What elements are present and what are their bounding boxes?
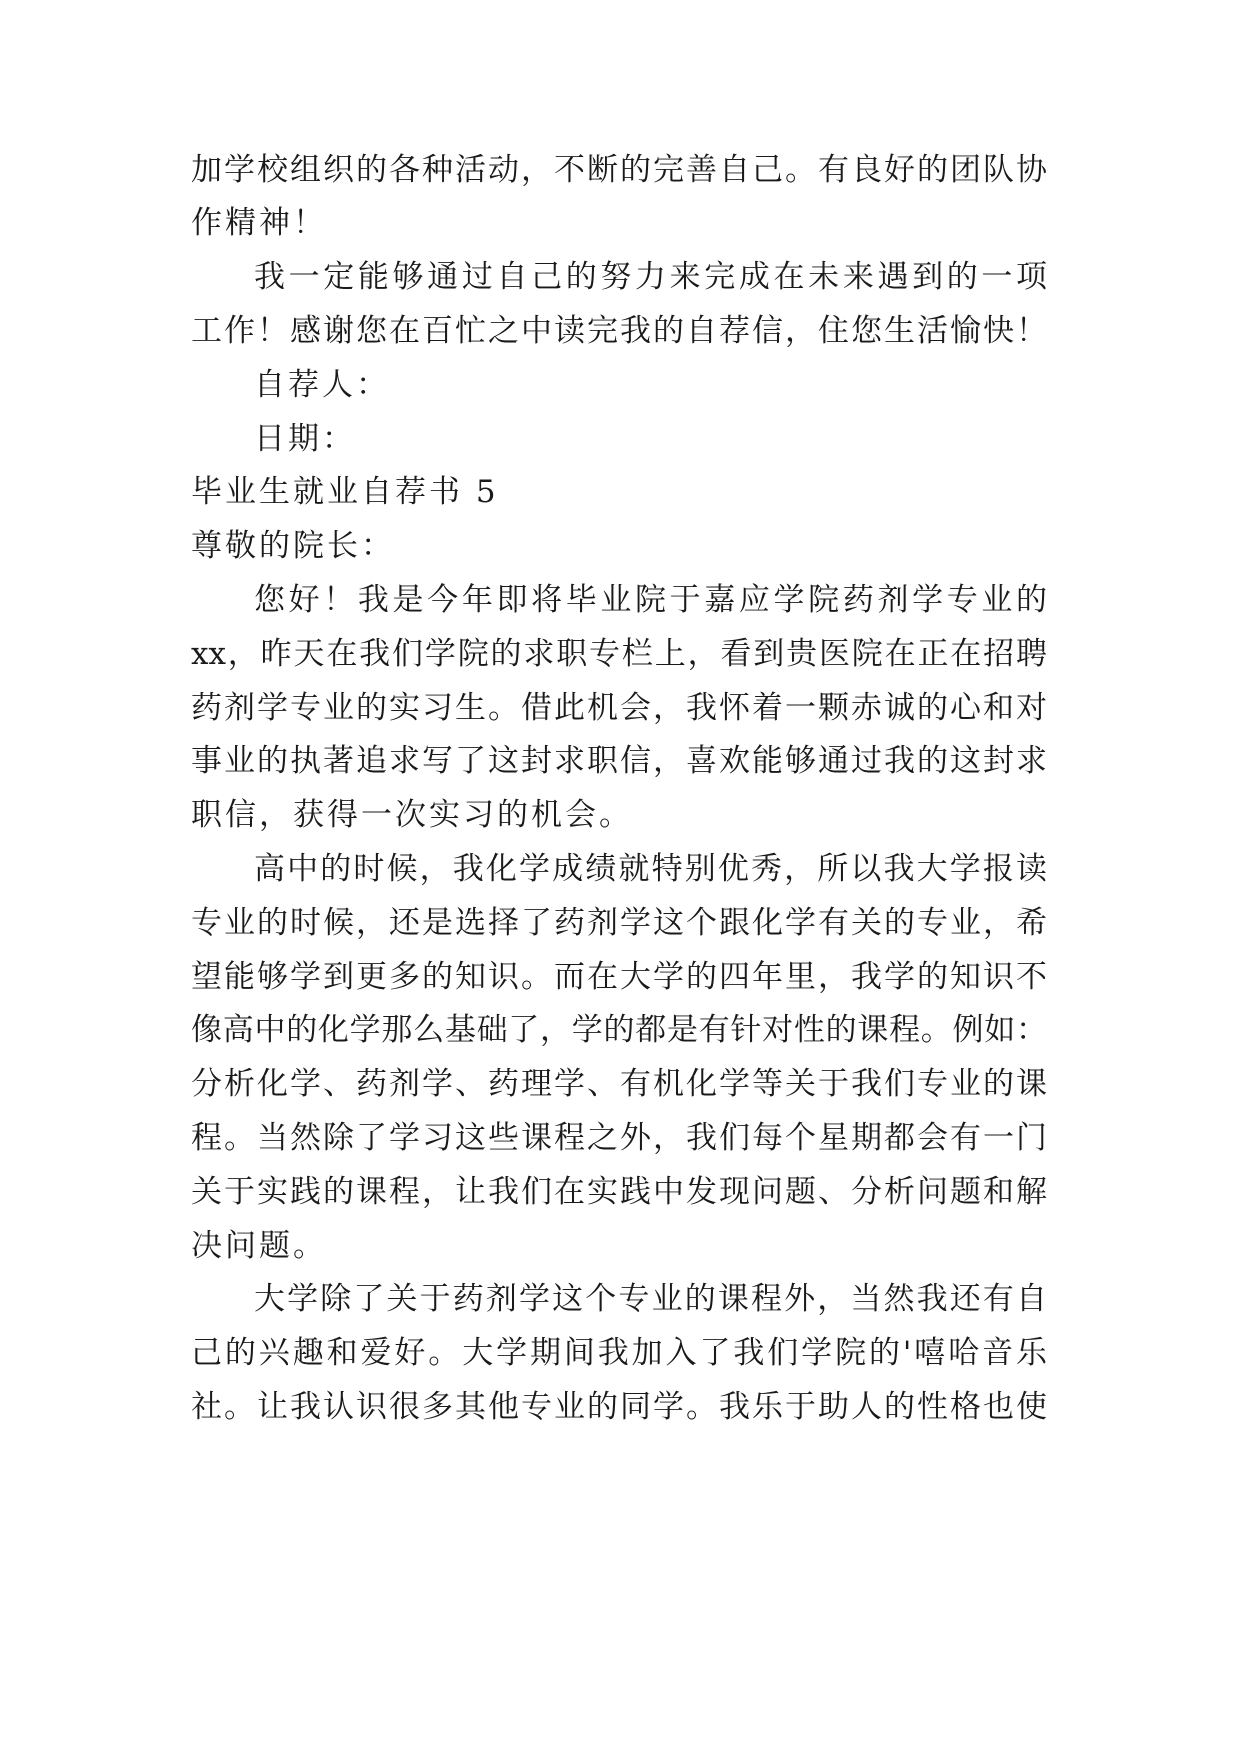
paragraph-line: 关于实践的课程，让我们在实践中发现问题、分析问题和解 <box>191 1174 1047 1210</box>
paragraph-line: 您好！我是今年即将毕业院于嘉应学院药剂学专业的 <box>254 582 1047 618</box>
paragraph-line: 加学校组织的各种活动，不断的完善自己。有良好的团队协 <box>191 152 1047 188</box>
paragraph-line: 职信，获得一次实习的机会。 <box>191 797 633 833</box>
signature-label: 自荐人： <box>254 367 390 403</box>
paragraph-line: xx，昨天在我们学院的求职专栏上，看到贵医院在正在招聘 <box>191 636 1047 672</box>
paragraph-line: 分析化学、药剂学、药理学、有机化学等关于我们专业的课 <box>191 1066 1047 1102</box>
paragraph-line: 药剂学专业的实习生。借此机会，我怀着一颗赤诚的心和对 <box>191 690 1047 726</box>
paragraph-line: 望能够学到更多的知识。而在大学的四年里，我学的知识不 <box>191 959 1047 995</box>
paragraph-line: 程。当然除了学习这些课程之外，我们每个星期都会有一门 <box>191 1120 1047 1156</box>
paragraph-line: 决问题。 <box>191 1228 327 1264</box>
paragraph-line: 大学除了关于药剂学这个专业的课程外，当然我还有自 <box>254 1281 1047 1317</box>
salutation: 尊敬的院长： <box>191 528 395 564</box>
paragraph-line: 像高中的化学那么基础了，学的都是有针对性的课程。例如： <box>191 1012 1047 1048</box>
paragraph-line: 事业的执著追求写了这封求职信，喜欢能够通过我的这封求 <box>191 743 1047 779</box>
paragraph-line: 作精神！ <box>191 205 327 241</box>
section-heading: 毕业生就业自荐书 5 <box>191 474 499 510</box>
paragraph-line: 我一定能够通过自己的努力来完成在未来遇到的一项 <box>254 259 1047 295</box>
paragraph-line: 工作！感谢您在百忙之中读完我的自荐信，住您生活愉快！ <box>191 313 1047 349</box>
paragraph-line: 专业的时候，还是选择了药剂学这个跟化学有关的专业，希 <box>191 905 1047 941</box>
paragraph-line: 己的兴趣和爱好。大学期间我加入了我们学院的'嘻哈音乐 <box>191 1335 1047 1371</box>
paragraph-line: 高中的时候，我化学成绩就特别优秀，所以我大学报读 <box>254 851 1047 887</box>
paragraph-line: 社。让我认识很多其他专业的同学。我乐于助人的性格也使 <box>191 1389 1047 1425</box>
date-label: 日期： <box>254 421 356 457</box>
